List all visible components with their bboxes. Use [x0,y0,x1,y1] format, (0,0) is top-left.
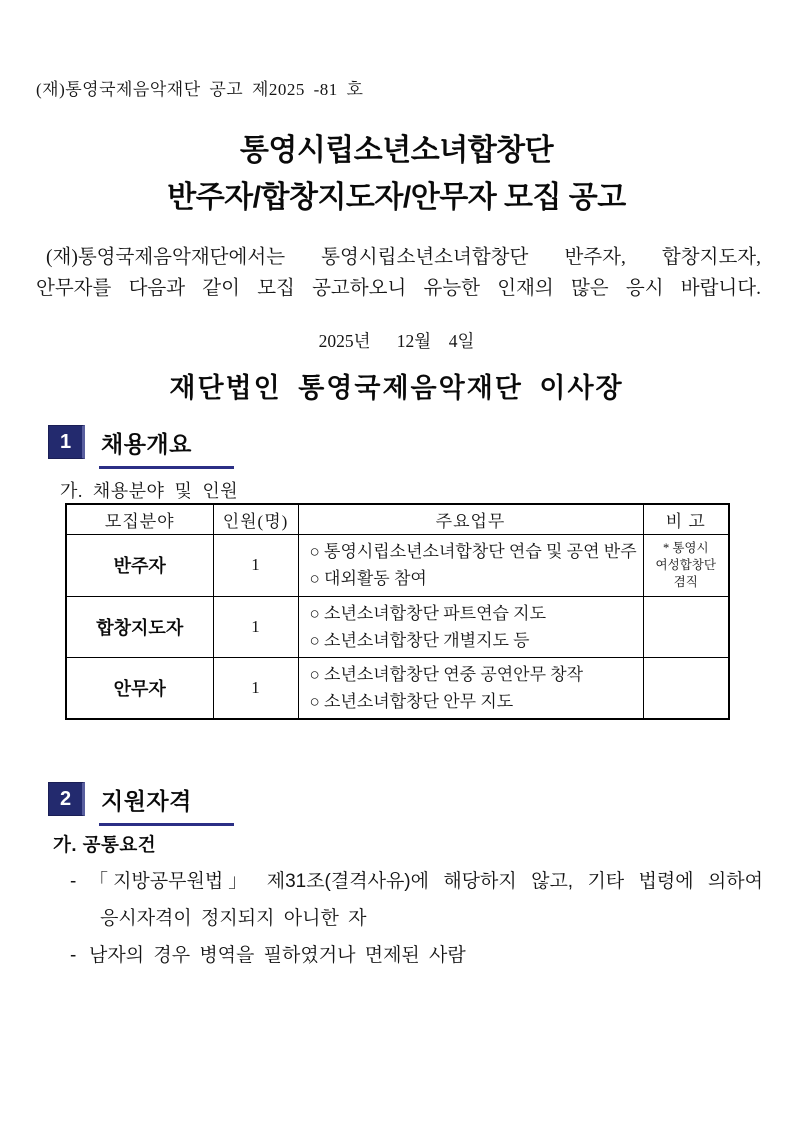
duty-line: ○ 소년소녀합창단 개별지도 등 [309,630,530,650]
announcement-date: 2025년 12월 4일 [318,331,475,351]
note-cell [643,534,729,596]
issuer-signature: 재단법인 통영국제음악재단 이사장 [169,373,624,403]
col-header-field: 모집분야 [66,504,213,534]
col-header-note: 비 고 [643,504,729,534]
intro-paragraph [36,243,761,304]
recruitment-table [65,503,730,720]
title-line-2: 반주자/합창지도자/안무자 모집 공고 [167,181,626,214]
note-line: 여성합창단 [655,557,716,572]
section-1-number-badge: 1 [48,425,85,459]
section-1-header [48,425,234,469]
dash-marker: - [70,871,77,892]
note-cell [643,596,729,657]
field-cell: 반주자 [66,534,213,596]
intro-line-2: 안무자를 다음과 같이 모집 공고하오니 유능한 인재의 많은 응시 바랍니다. [36,277,761,299]
duties-cell [298,657,643,719]
list-item [70,937,763,974]
table-row [66,596,729,657]
list-item-text [89,937,763,974]
count-cell: 1 [213,596,298,657]
field-cell: 합창지도자 [66,596,213,657]
col-header-count: 인원(명) [213,504,298,534]
section-1-title: 채용개요 [99,425,234,469]
table-row [66,534,729,596]
document-number: (재)통영국제음악재단 공고 제2025 -81 호 [36,80,364,99]
count-cell: 1 [213,534,298,596]
section-1-subheading: 가. 채용분야 및 인원 [60,481,239,501]
note-line: 겸직 [673,574,698,589]
note-line: * 통영시 [662,540,709,555]
list-item-text [89,863,763,937]
duty-line: ○ 소년소녀합창단 파트연습 지도 [309,603,547,623]
dash-marker: - [70,945,77,966]
section-2-subheading: 가. 공통요건 [53,834,157,855]
title-line-1: 통영시립소년소녀합창단 [239,134,554,167]
table-header-row [66,504,729,534]
duties-cell [298,596,643,657]
duty-line: ○ 통영시립소년소녀합창단 연습 및 공연 반주 [309,542,637,561]
duty-line: ○ 소년소녀합창단 안무 지도 [309,691,514,711]
section-2-title: 지원자격 [99,782,234,826]
list-item [70,863,763,937]
duty-line: ○ 소년소녀합창단 연중 공연안무 창작 [309,664,584,684]
page-title [0,127,793,221]
intro-line-1: (재)통영국제음악재단에서는 통영시립소년소녀합창단 반주자, 합창지도자, [46,247,761,268]
section-2-header [48,782,234,826]
duty-line: ○ 대외활동 참여 [309,569,427,588]
item-line: 「지방공무원법」 제31조(결격사유)에 해당하지 않고, 기타 법령에 의하여 [89,871,763,892]
requirements-list [70,863,763,974]
field-cell: 안무자 [66,657,213,719]
duties-cell [298,534,643,596]
table-row [66,657,729,719]
col-header-duties: 주요업무 [298,504,643,534]
note-cell [643,657,729,719]
section-2-number-badge: 2 [48,782,85,816]
item-line: 남자의 경우 병역을 필하였거나 면제된 사람 [89,945,466,966]
item-line: 응시자격이 정지되지 아니한 자 [100,908,367,929]
count-cell: 1 [213,657,298,719]
